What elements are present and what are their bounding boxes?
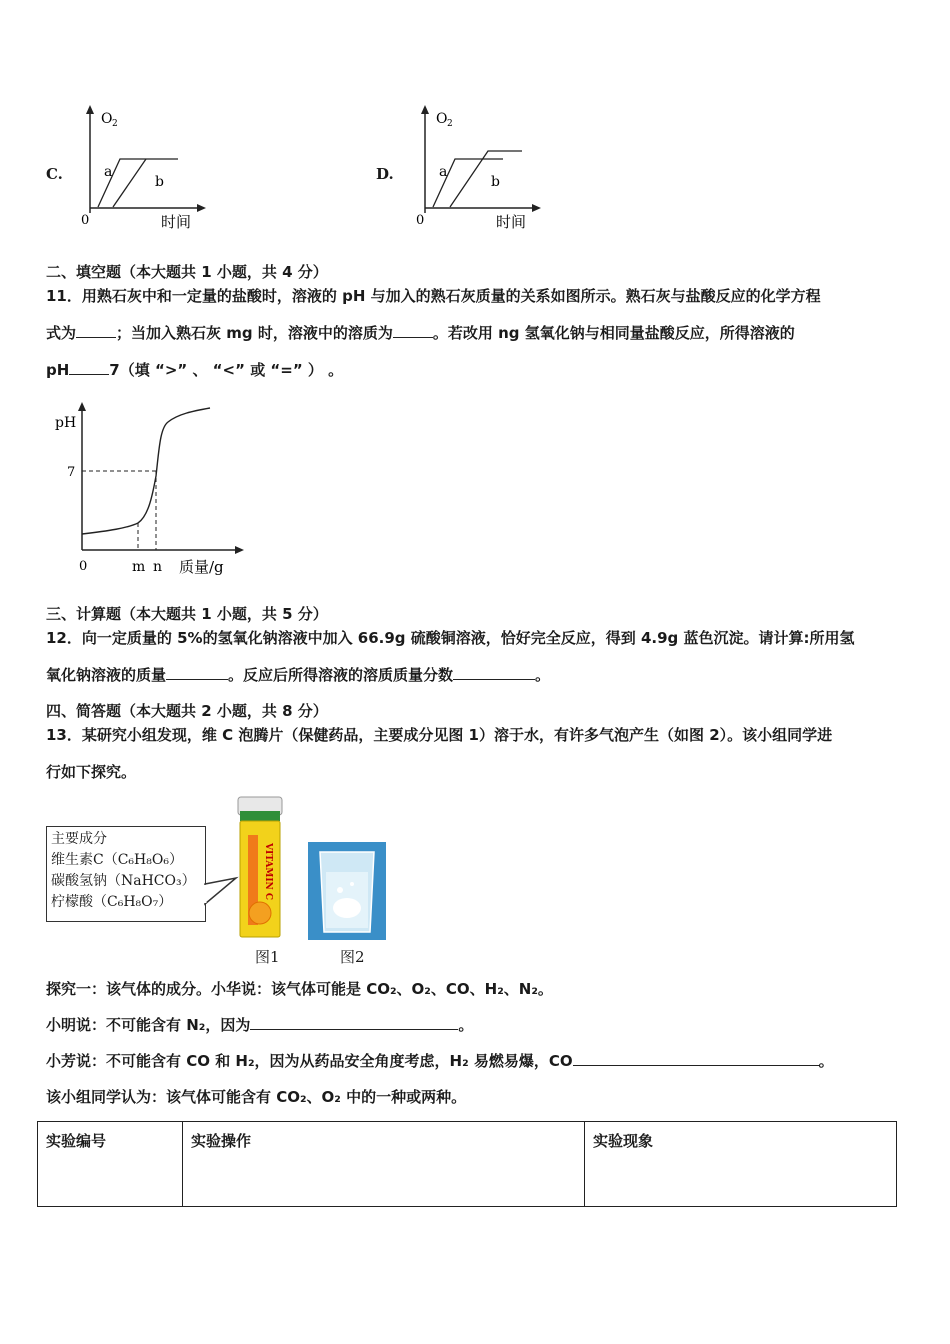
q11-l3-a: pH — [46, 361, 70, 379]
x-axis-arrow — [532, 204, 541, 212]
fang-text: 小芳说：不可能含有 CO 和 H₂，因为从药品安全角度考虑，H₂ 易燃易爆，CO — [46, 1052, 573, 1070]
origin-label: 0 — [81, 213, 90, 228]
tablet-bubbles — [333, 898, 361, 918]
effervescent-tube-image — [232, 795, 290, 943]
col-header-operation: 实验操作 — [183, 1122, 585, 1207]
table-row — [38, 1122, 897, 1207]
y-axis-sub: 2 — [112, 119, 118, 129]
orange-icon — [249, 902, 271, 924]
y-axis-arrow — [421, 105, 429, 114]
ph-m-label: m — [132, 559, 146, 575]
b-label: b — [155, 174, 164, 190]
ingredient-nahco3: 碳酸氢钠（NaHCO₃） — [51, 873, 196, 889]
bubble — [337, 887, 343, 893]
x-axis-label: 时间 — [496, 213, 527, 231]
section2-heading: 二、填空题（本大题共 1 小题，共 4 分） — [46, 263, 328, 281]
y-axis-label: O — [101, 111, 113, 127]
q11-l2-c: 。若改用 ng 氢氧化钠与相同量盐酸反应，所得溶液的 — [432, 324, 795, 342]
q11-l2-a: 式为 — [46, 324, 77, 342]
x-axis-arrow — [197, 204, 206, 212]
y-axis-sub: 2 — [447, 119, 453, 129]
q11-l2-b: ；当加入熟石灰 mg 时，溶液中的溶质为 — [116, 324, 393, 342]
explore-line1: 探究一：该气体的成分。小华说：该气体可能是 CO₂、O₂、CO、H₂、N₂。 — [46, 980, 553, 998]
fig1-caption: 图1 — [255, 948, 280, 966]
a-label: a — [439, 164, 448, 180]
col-header-phenomenon: 实验现象 — [585, 1122, 897, 1207]
ph-seven-label: 7 — [67, 465, 76, 480]
fang-blank[interactable] — [573, 1051, 819, 1066]
ingredient-vitc: 维生素C（C₆H₈O₆） — [51, 852, 183, 868]
q11-line2 — [46, 323, 795, 343]
q11-blank-equation[interactable] — [76, 323, 116, 338]
tube-cap-band — [240, 811, 280, 821]
a-label: a — [104, 164, 113, 180]
bubble — [350, 882, 354, 886]
ming-text: 小明说：不可能含有 N₂，因为 — [46, 1016, 251, 1034]
q12-l2-a: 氧化钠溶液的质量 — [46, 666, 167, 684]
ingredients-box — [46, 826, 206, 922]
fang-end: 。 — [818, 1052, 834, 1070]
experiment-table — [37, 1121, 897, 1207]
q12-blank-fraction[interactable] — [453, 665, 535, 680]
q13-line2: 行如下探究。 — [46, 763, 137, 781]
ming-end: 。 — [458, 1016, 474, 1034]
explore-group: 该小组同学认为：该气体可能含有 CO₂、O₂ 中的一种或两种。 — [46, 1088, 467, 1106]
q12-line1: 12．向一定质量的 5%的氢氧化钠溶液中加入 66.9g 硫酸铜溶液，恰好完全反应，得到 4.9g 蓝色沉淀。请计算:所用氢 — [46, 629, 855, 647]
q11-l3-b: 7（填 “>” 、 “<” 或 “=” ） 。 — [109, 361, 344, 379]
ph-n-label: n — [153, 559, 163, 575]
ming-blank[interactable] — [250, 1015, 458, 1030]
section4-heading: 四、简答题（本大题共 2 小题，共 8 分） — [46, 702, 328, 720]
q11-blank-ph[interactable] — [69, 360, 109, 375]
col-header-number: 实验编号 — [38, 1122, 183, 1207]
q11-line1: 11．用熟石灰中和一定量的盐酸时，溶液的 pH 与加入的熟石灰质量的关系如图所示。熟石灰与盐酸反应的化学方程 — [46, 287, 821, 305]
ph-y-label: pH — [55, 415, 77, 431]
option-d-graph — [410, 103, 550, 233]
option-d-label: D. — [376, 165, 394, 183]
ph-chart — [48, 398, 253, 580]
y-axis-arrow — [86, 105, 94, 114]
section3-heading: 三、计算题（本大题共 1 小题，共 5 分） — [46, 605, 328, 623]
ph-origin-label: 0 — [79, 559, 88, 574]
y-axis-label: O — [436, 111, 448, 127]
ingredients-title: 主要成分 — [51, 831, 107, 847]
ingredient-citric: 柠檬酸（C₆H₈O₇） — [51, 894, 173, 910]
ph-x-label: 质量/g — [179, 558, 224, 576]
q12-l2-b: 。反应后所得溶液的溶质质量分数 — [228, 666, 454, 684]
x-axis-label: 时间 — [161, 213, 192, 231]
origin-label: 0 — [416, 213, 425, 228]
ph-x-arrow — [235, 546, 244, 554]
ph-y-arrow — [78, 402, 86, 411]
q12-line2 — [46, 665, 550, 685]
line-b — [113, 159, 146, 207]
option-c-label: C. — [46, 165, 63, 183]
fig2-caption: 图2 — [340, 948, 365, 966]
q11-blank-solute[interactable] — [393, 323, 433, 338]
q12-blank-mass[interactable] — [166, 665, 228, 680]
q12-l2-c: 。 — [535, 666, 551, 684]
tube-text: VITAMIN C — [263, 843, 273, 901]
explore-ming — [46, 1015, 473, 1035]
explore-fang — [46, 1051, 834, 1071]
glass-image — [308, 842, 386, 940]
b-label: b — [491, 174, 500, 190]
q11-line3 — [46, 360, 343, 380]
q13-line1: 13．某研究小组发现，维 C 泡腾片（保健药品，主要成分见图 1）溶于水，有许多气泡产生（如图 2）。该小组同学进 — [46, 726, 833, 744]
option-c-graph — [75, 103, 215, 233]
